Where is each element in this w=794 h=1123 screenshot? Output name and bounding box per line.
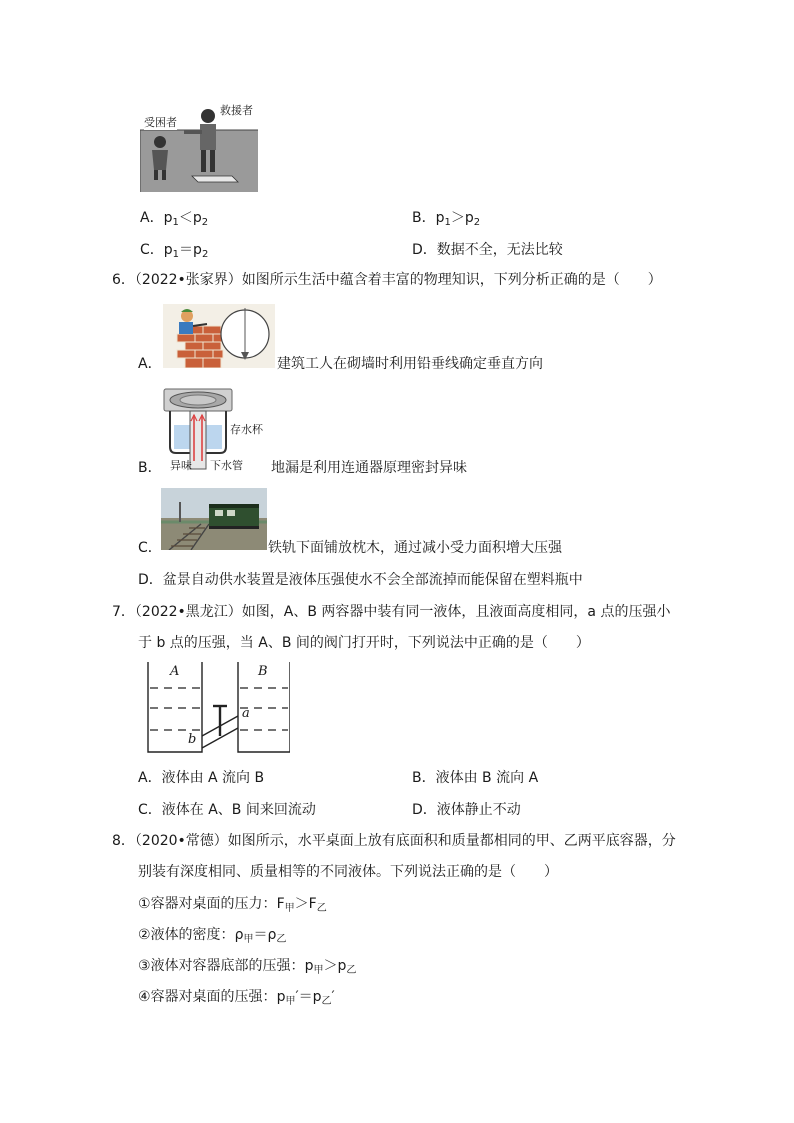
q7-option-c: C．液体在 A、B 间来回流动 [138,802,316,818]
q5-option-c: C．$p_1=p_2$ [140,242,209,260]
q5-option-d: D．数据不全，无法比较 [412,242,563,258]
cup-label: 存水杯 [230,423,263,436]
q7-option-d: D．液体静止不动 [412,802,521,818]
container-a-label: A [170,664,180,679]
plumb-line-figure [163,304,275,368]
floor-drain-figure [160,385,270,475]
point-a-label: a [242,706,250,721]
q8-stem-line1: 8．（2020•常德）如图所示，水平桌面上放有底面积和质量都相同的甲、乙两平底容器，分 [112,833,676,849]
rescue-figure [140,102,258,192]
q6-option-a: A． [138,356,162,372]
q8-stem-line2: 别装有深度相同、质量相等的不同液体。下列说法正确的是（ ） [138,864,558,880]
q8-item-1: ①容器对桌面的压力：$F_甲>F_乙$ [138,896,327,914]
q6-option-b: B． [138,460,162,476]
rescuer-label: 救援者 [220,104,253,117]
q6-option-d: D．盆景自动供水装置是液体压强使水不会全部流掉而能保留在塑料瓶中 [138,572,583,588]
container-b-label: B [258,664,268,679]
point-b-label: b [188,732,197,747]
q8-item-2: ②液体的密度：$\rho_甲=\rho_乙$ [138,927,287,945]
q7-option-a: A．液体由 A 流向 B [138,770,265,786]
q7-stem-line1: 7．（2022•黑龙江）如图，A、B 两容器中装有同一液体，且液面高度相同，a 点的压强小 [112,604,671,620]
q6-stem: 6．（2022•张家界）如图所示生活中蕴含着丰富的物理知识，下列分析正确的是（ ） [112,272,662,288]
q8-item-3: ③液体对容器底部的压强：$p_甲>p_乙$ [138,958,357,976]
q6-option-c: C． [138,540,162,556]
q6-option-a-text: 建筑工人在砌墙时利用铅垂线确定垂直方向 [277,356,543,372]
q8-item-4: ④容器对桌面的压强：$p_甲'=p_乙'$ [138,989,335,1007]
q5-option-b: B．$p_1>p_2$ [412,210,481,228]
q7-stem-line2: 于 b 点的压强，当 A、B 间的阀门打开时，下列说法中正确的是（ ） [138,635,590,651]
connected-containers-figure [140,662,290,754]
train-track-figure [161,488,267,550]
q6-option-c-text: 铁轨下面铺放枕木，通过减小受力面积增大压强 [268,540,562,556]
pipe-label: 下水管 [210,459,243,472]
odor-label: 异味 [170,459,192,472]
q6-option-b-text: 地漏是利用连通器原理密封异味 [271,460,467,476]
q5-option-a: A．$p_1<p_2$ [140,210,209,228]
q7-option-b: B．液体由 B 流向 A [412,770,539,786]
trapped-label: 受困者 [144,116,177,129]
